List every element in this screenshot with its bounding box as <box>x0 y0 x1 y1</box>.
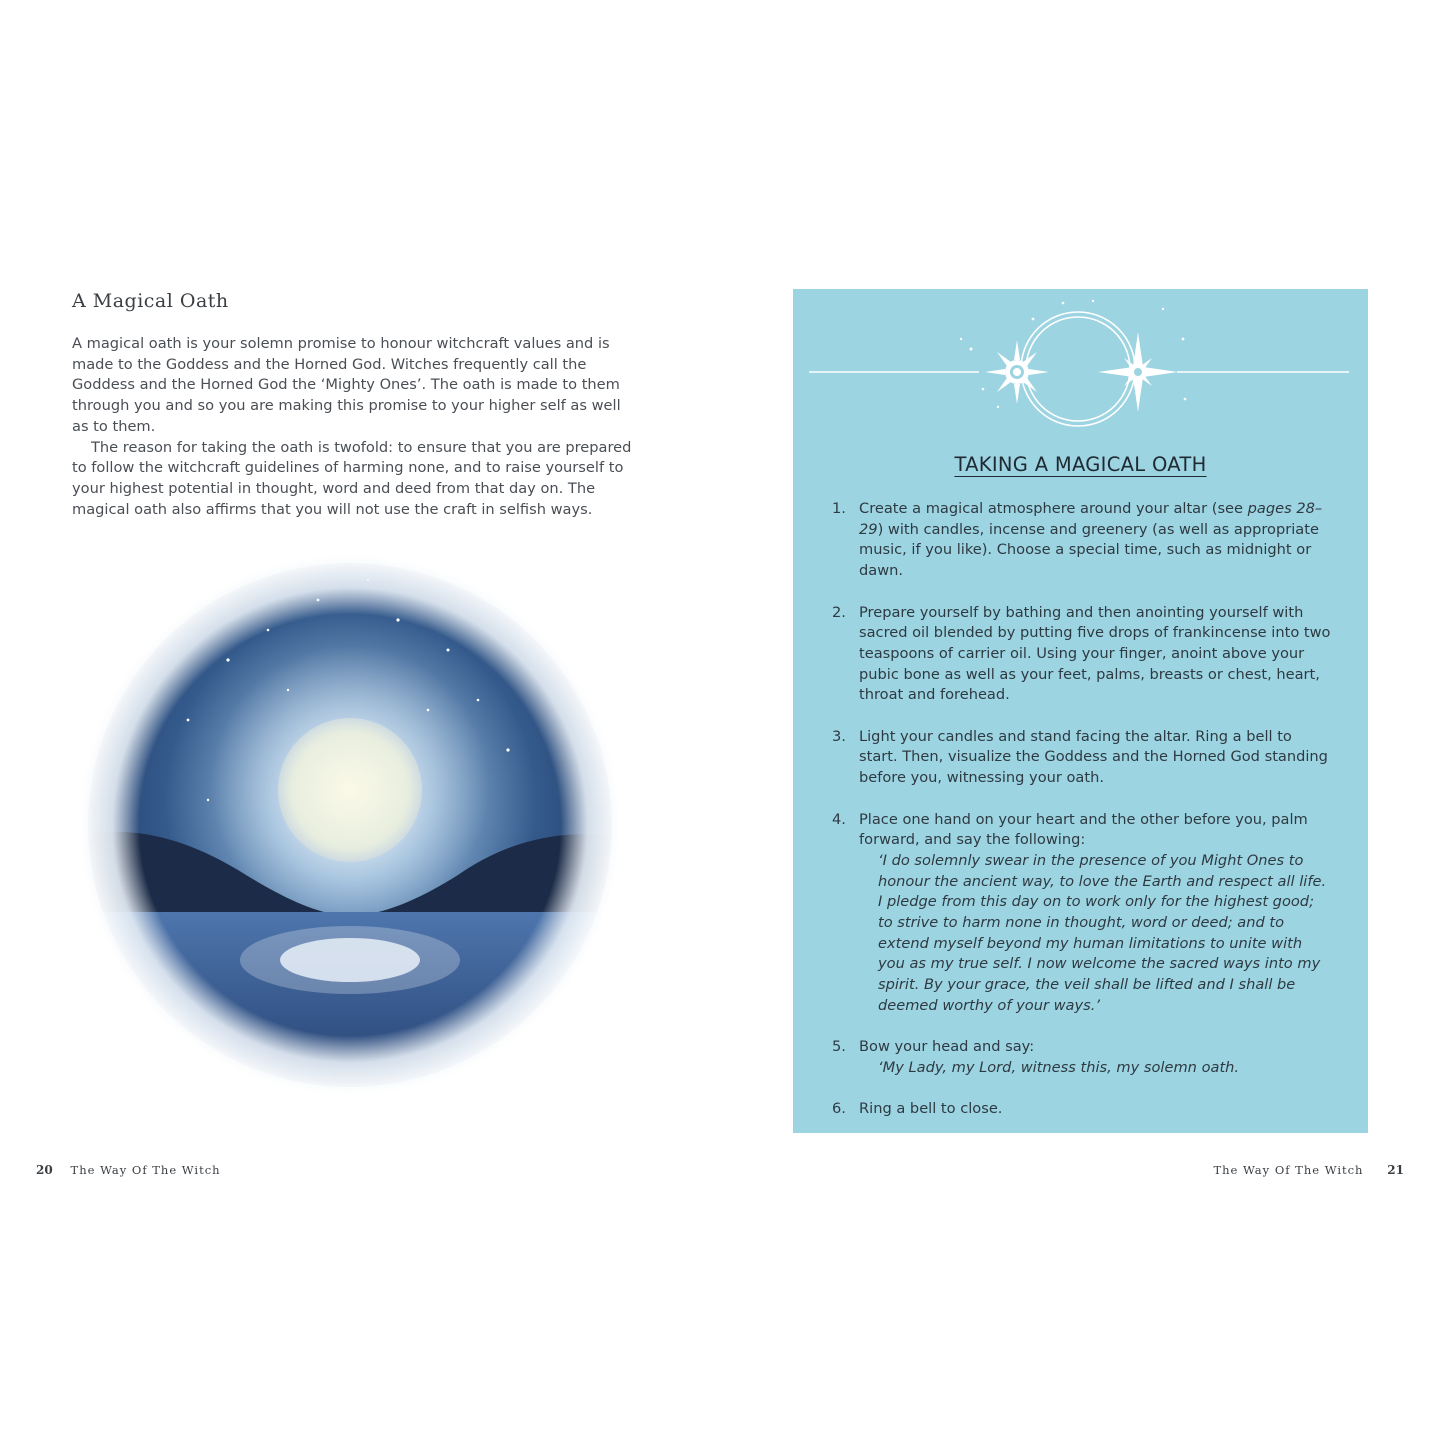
step-text: Create a magical atmosphere around your altar (see <box>859 500 1248 517</box>
step-text: Place one hand on your heart and the other before you, palm forward, and say the following: <box>859 810 1308 849</box>
oath-steps-list <box>832 499 1332 1141</box>
body-paragraph: A magical oath is your solemn promise to honour witchcraft values and is made to the Goddess and the Horned God. Witches frequently call the Goddess and the Horned God the ‘Mighty Ones’. The oath is made to them through you and so you are making this promise to your higher self as well as to them. <box>72 335 621 435</box>
step-text: Light your candles and stand facing the altar. Ring a bell to start. Then, visualize the Goddess and the Horned God standing before you, witnessing your oath. <box>859 727 1328 787</box>
box-title: TAKING A MAGICAL OATH <box>954 453 1207 476</box>
left-body-text <box>72 334 637 520</box>
list-item <box>832 499 1332 582</box>
list-item <box>832 1037 1332 1078</box>
list-item <box>832 727 1332 789</box>
page-number: 21 <box>1387 1163 1404 1177</box>
step-text: Bow your head and say: <box>859 1038 1035 1056</box>
full-moon-over-lake-illustration <box>68 540 633 1120</box>
step-text: Prepare yourself by bathing and then anointing yourself with sacred oil blended by putting five drops of frankincense into two teaspoons of carrier oil. Using your finger, anoint above your pubic bone as well as your feet, palms, breasts or chest, heart, throat and forehead. <box>859 603 1331 704</box>
step-number: 6. <box>832 1100 846 1118</box>
step-text: ) with candles, incense and greenery (as well as appropriate music, if you like). Choose a special time, such as midnight or dawn. <box>859 520 1319 580</box>
running-title: The Way Of The Witch <box>70 1163 221 1177</box>
step-text: Ring a bell to close. <box>859 1100 1003 1118</box>
sun-moon-star-ornament-icon <box>793 289 1368 429</box>
list-item <box>832 810 1332 1017</box>
step-number: 4. <box>832 810 846 828</box>
list-item <box>832 603 1332 707</box>
list-item <box>832 1099 1332 1120</box>
oath-quote: ‘My Lady, my Lord, witness this, my solemn oath. <box>878 1058 1240 1076</box>
step-number: 1. <box>832 500 846 517</box>
running-title: The Way Of The Witch <box>1213 1163 1364 1177</box>
body-paragraph: The reason for taking the oath is twofold: to ensure that you are prepared to follow the witchcraft guidelines of harming none, and to raise yourself to your highest potential in thought, word and deed from that day on. The magical oath also affirms that you will not use the craft in selfish ways. <box>72 438 632 518</box>
moon-lake-illustration <box>68 540 633 1120</box>
page-heading: A Magical Oath <box>72 290 229 312</box>
right-folio <box>1213 1163 1404 1177</box>
step-number: 3. <box>832 727 846 745</box>
left-folio <box>36 1163 221 1177</box>
page-number: 20 <box>36 1163 53 1177</box>
step-number: 2. <box>832 603 846 621</box>
oath-quote: ‘I do solemnly swear in the presence of you Might Ones to honour the ancient way, to love the Earth and respect all life. I pledge from this day on to work only for the highest good; to strive to harm none in thought, word or deed; and to extend myself beyond my human limitations to unite with you as my true self. I now welcome the sacred ways into my spirit. By your grace, the veil shall be lifted and I shall be deemed worthy of your ways.’ <box>878 851 1327 1014</box>
page-reference: pages 28–29 <box>859 500 1323 538</box>
step-number: 5. <box>832 1038 846 1056</box>
